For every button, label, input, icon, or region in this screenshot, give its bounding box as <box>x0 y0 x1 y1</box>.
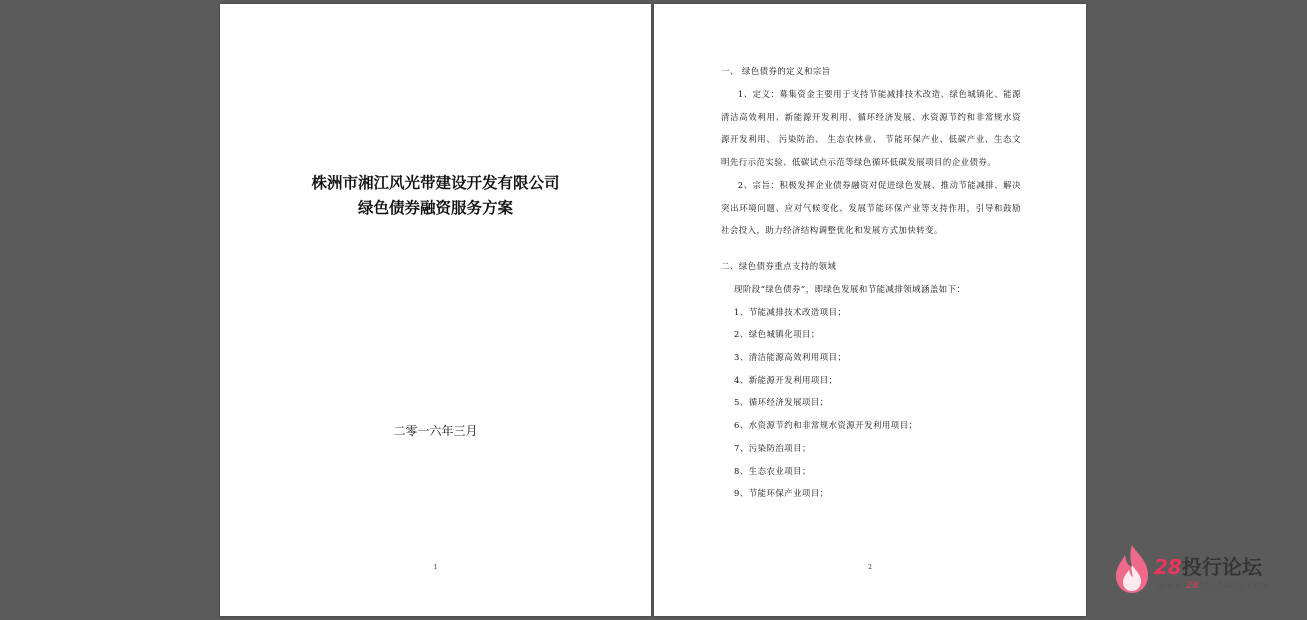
document-page-1 <box>220 4 651 616</box>
section-intro: 现阶段“绿色债券”，即绿色发展和节能减排领域涵盖如下： <box>734 283 966 294</box>
section-spacer <box>721 242 1021 255</box>
list-item: 9、节能环保产业项目； <box>734 488 829 499</box>
paragraph-purpose: 2、宗旨：积极发挥企业债券融资对促进绿色发展、推动节能减排、解决突出环境问题、应对气候变化、发展节能环保产业等支持作用，引导和鼓励社会投入，助力经济结构调整优化和发展方式加快转变。 <box>721 179 1021 236</box>
cover-title <box>220 170 651 220</box>
watermark-logo <box>1112 543 1292 599</box>
cover-date: 二零一六年三月 <box>393 424 478 438</box>
watermark-brand <box>1154 551 1262 580</box>
watermark-brand-number: 28 <box>1154 555 1182 579</box>
cover-title-plan: 绿色债券融资服务方案 <box>357 198 513 217</box>
page-number: 2 <box>868 564 872 571</box>
watermark-url <box>1158 581 1270 591</box>
flame-icon <box>1112 543 1152 595</box>
watermark-url-suffix: touhang.com <box>1199 581 1271 591</box>
list-item: 1、节能减排技术改造项目； <box>734 306 847 317</box>
page-number: 1 <box>433 564 438 571</box>
paragraph-definition: 1、定义：募集资金主要用于支持节能减排技术改造、绿色城镇化、能源清洁高效利用、新能源开发利用、循环经济发展、水资源节约和非常规水资源开发利用、 污染防治、 生态农林业、 节能环保产业、低碳产业、生态文明先行示范实验、低碳试点示范等绿色循环低碳发展项目的企业债券。 <box>721 89 1021 168</box>
list-item: 6、水资源节约和非常规水资源开发利用项目； <box>734 420 918 431</box>
list-item: 5、循环经济发展项目； <box>734 397 829 408</box>
watermark-brand-text: 投行论坛 <box>1181 555 1262 579</box>
list-item: 4、新能源开发利用项目； <box>734 374 838 385</box>
list-item: 2、绿色城镇化项目； <box>734 329 820 340</box>
watermark-url-number: 28 <box>1186 581 1200 591</box>
watermark-url-prefix: www. <box>1158 581 1187 591</box>
document-page-2 <box>654 4 1086 616</box>
list-item: 3、清洁能源高效利用项目； <box>734 352 847 363</box>
cover-title-company: 株洲市湘江风光带建设开发有限公司 <box>311 173 560 192</box>
list-item: 7、污染防治项目； <box>734 442 811 453</box>
section-heading: 二、绿色债券重点支持的领域 <box>721 260 837 271</box>
page-content <box>721 60 1021 505</box>
list-item: 8、生态农业项目； <box>734 465 811 476</box>
section-heading: 一、 绿色债券的定义和宗旨 <box>721 66 831 76</box>
